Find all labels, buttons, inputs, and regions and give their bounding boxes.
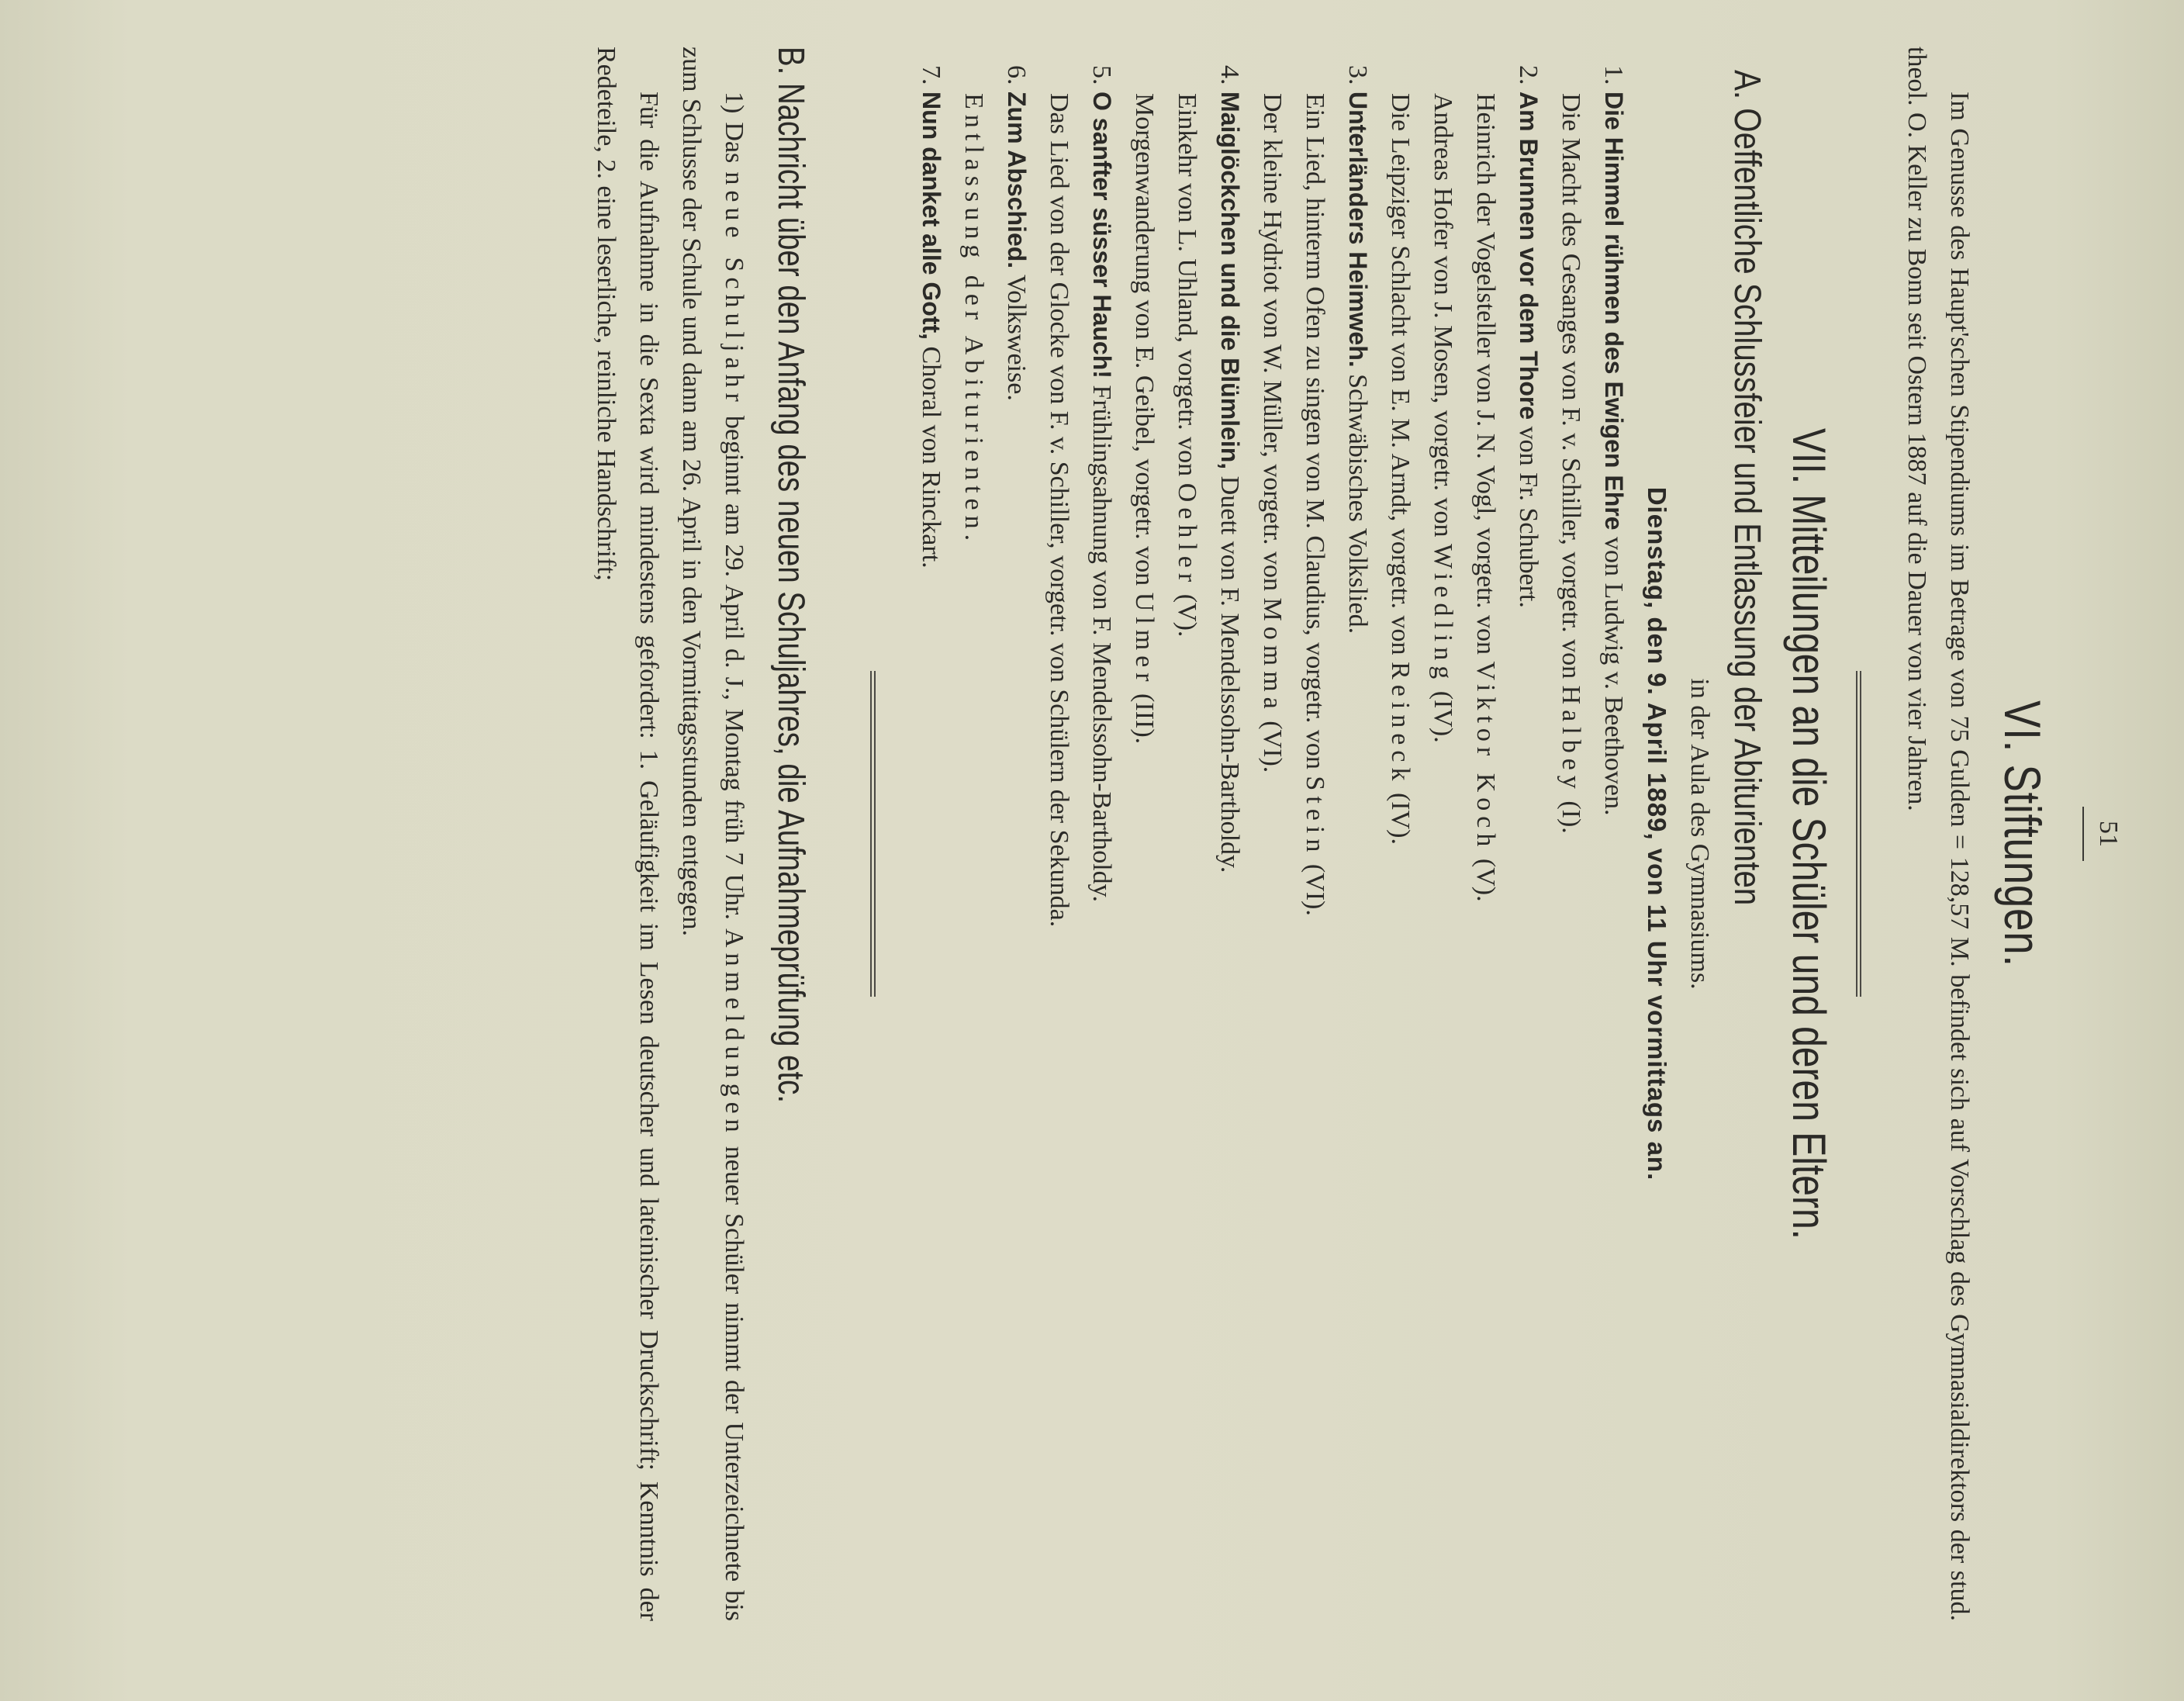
program-item-2 bbox=[1507, 47, 1550, 1621]
program-item-title: Maiglöckchen und die Blümlein, bbox=[1216, 92, 1244, 470]
program-item-6 bbox=[995, 47, 1038, 1621]
ceremony-date-text: Dienstag, den 9. April 1889, von 11 Uhr vormittags an. bbox=[1643, 486, 1671, 1181]
program-item-3 bbox=[1336, 47, 1379, 1621]
section-b-paragraph-1 bbox=[670, 47, 755, 1621]
program-item-number: 3. bbox=[1343, 65, 1372, 85]
performer-name: Halbey bbox=[1557, 685, 1585, 794]
b-para1-spaced-new-year: neue Schuljahr bbox=[720, 171, 748, 407]
b-para1-post: neuer Schüler nimmt der Unterzeichnete bis zum Schlusse der Schule und dann am 26. April in den Vormittagsstunden entgegen. bbox=[677, 47, 748, 1621]
section-vi-text: Im Genusse des Haupt'schen Stipendiums im Betrage von 75 Gulden = 128,57 M. befindet sich auf Vorschlag des Gymnasialdirektors der stud. theol. O. Keller zu Bonn seit Ostern 1887 auf die Dauer von vier Jahren. bbox=[1902, 47, 1974, 1621]
program-line bbox=[1038, 47, 1080, 1621]
performer-class: (IV). bbox=[1386, 786, 1415, 845]
section-divider bbox=[1856, 671, 1861, 997]
section-b-paragraph-2: Für die Aufnahme in die Sexta wird mindestens gefordert: 1. Geläufigkeit im Lesen deutscher und lateinischer Druckschrift; Kenntnis der Redeteile, 2. eine leserliche, reinliche Handschrift; bbox=[592, 47, 663, 1621]
program-item-title: Zum Abschied. bbox=[1003, 92, 1031, 269]
performer-name: Momma bbox=[1258, 597, 1287, 714]
program-line bbox=[1251, 47, 1294, 1621]
section-divider bbox=[870, 671, 876, 997]
performer-name: Stein bbox=[1301, 776, 1329, 858]
performer-class: (IV). bbox=[1429, 684, 1457, 743]
performer-class: (I). bbox=[1557, 793, 1585, 834]
section-vi-title: VI. Stiftungen. bbox=[1994, 700, 2051, 967]
program-line bbox=[1294, 47, 1336, 1621]
program-line-text: Andreas Hofer von J. Mosen, vorgetr. von bbox=[1429, 93, 1457, 545]
page-content bbox=[585, 47, 2130, 1621]
program-line bbox=[1379, 47, 1422, 1621]
performer-class: (V). bbox=[1471, 852, 1500, 902]
program-line bbox=[952, 47, 995, 1621]
b-para1-mid: beginnt am 29. April d. J., Montag früh 7 Uhr. bbox=[720, 406, 748, 929]
program-item-4 bbox=[1208, 47, 1251, 1621]
program-line bbox=[1422, 47, 1464, 1621]
performer-class: (VI). bbox=[1258, 714, 1287, 773]
program-item-1 bbox=[1592, 47, 1635, 1621]
program-item-rest: Duett von F. Mendelssohn-Bartholdy. bbox=[1215, 469, 1244, 873]
program-item-title: Am Brunnen vor dem Thore bbox=[1515, 92, 1543, 420]
section-b-heading: B. Nachricht über den Anfang des neuen Schuljahres, die Aufnahmeprüfung etc. bbox=[770, 47, 811, 1103]
performer-name: Wiedling bbox=[1429, 544, 1457, 685]
program-line-text: Einkehr von L. Uhland, vorgetr. von bbox=[1173, 93, 1201, 483]
page-number-block bbox=[2082, 47, 2130, 1621]
program-item-rest: Choral von Rinckart. bbox=[917, 340, 945, 569]
program-item-rest: von Ludwig v. Beethoven. bbox=[1599, 530, 1628, 816]
program-line bbox=[1166, 47, 1208, 1621]
section-a-heading: A. Oeffentliche Schlussfeier und Entlassung der Abiturienten bbox=[1726, 70, 1768, 906]
program-item-number: 7. bbox=[917, 65, 945, 85]
program-item-number: 6. bbox=[1002, 65, 1031, 85]
program-line-text: Die Leipziger Schlacht von E. M. Arndt, vorgetr. von bbox=[1386, 93, 1415, 662]
graduates-dismissal: Entlassung der Abiturienten. bbox=[959, 93, 988, 547]
program-list bbox=[910, 47, 1635, 1621]
b-para1-spaced-registrations: Anmeldungen bbox=[720, 928, 748, 1138]
program-item-title: Unterländers Heimweh. bbox=[1344, 92, 1372, 368]
program-line-text: Das Lied von der Glocke von F. v. Schiller, vorgetr. von Schülern der Sekunda. bbox=[1045, 93, 1073, 928]
program-line bbox=[1123, 47, 1166, 1621]
performer-class: (V). bbox=[1173, 587, 1201, 638]
program-line bbox=[1464, 47, 1507, 1621]
page-number: 51 bbox=[2094, 821, 2123, 847]
program-item-title: Die Himmel rühmen des Ewigen Ehre bbox=[1600, 92, 1628, 531]
program-item-number: 4. bbox=[1215, 65, 1244, 85]
performer-name: Reineck bbox=[1386, 662, 1415, 787]
performer-name: Viktor Koch bbox=[1471, 661, 1500, 852]
program-item-title: O sanfter süsser Hauch! bbox=[1088, 92, 1116, 379]
program-item-title: Nun danket alle Gott, bbox=[917, 92, 945, 341]
program-item-7 bbox=[910, 47, 952, 1621]
program-line-text: Heinrich der Vogelsteller von J. N. Vogl, vorgetr. von bbox=[1471, 93, 1500, 662]
program-item-rest: Frühlingsahnung von F. Mendelssohn-Bartholdy. bbox=[1087, 378, 1116, 902]
program-item-5 bbox=[1080, 47, 1123, 1621]
program-item-rest: von Fr. Schubert. bbox=[1514, 420, 1543, 608]
program-item-number: 5. bbox=[1087, 65, 1116, 85]
performer-name: Ulmer bbox=[1130, 592, 1159, 687]
program-line-text: Der kleine Hydriot von W. Müller, vorgetr. von bbox=[1258, 93, 1287, 598]
performer-class: (III). bbox=[1130, 686, 1159, 745]
section-vii-title: VII. Mitteilungen an die Schüler und deren Eltern. bbox=[1783, 428, 1835, 1239]
program-line-text: Die Macht des Gesanges von F. v. Schiller, vorgetr. von bbox=[1557, 93, 1585, 686]
program-line bbox=[1550, 47, 1592, 1621]
ceremony-date bbox=[1635, 47, 1678, 1621]
ceremony-place: in der Aula des Gymnasiums. bbox=[1685, 678, 1714, 990]
program-item-rest: Schwäbisches Volkslied. bbox=[1343, 367, 1372, 634]
performer-class: (VI). bbox=[1301, 857, 1329, 916]
program-line-text: Morgenwanderung von E. Geibel, vorgetr. von bbox=[1130, 93, 1159, 593]
program-item-number: 2. bbox=[1514, 65, 1543, 85]
program-line-text: Ein Lied, hinterm Ofen zu singen von M. Claudius, vorgetr. von bbox=[1301, 93, 1329, 776]
performer-name: Oehler bbox=[1173, 482, 1201, 588]
b-para1-pre: 1) Das bbox=[720, 92, 748, 172]
program-item-number: 1. bbox=[1599, 65, 1628, 85]
program-item-rest: Volksweise. bbox=[1002, 268, 1031, 401]
page-number-rule bbox=[2082, 807, 2084, 861]
